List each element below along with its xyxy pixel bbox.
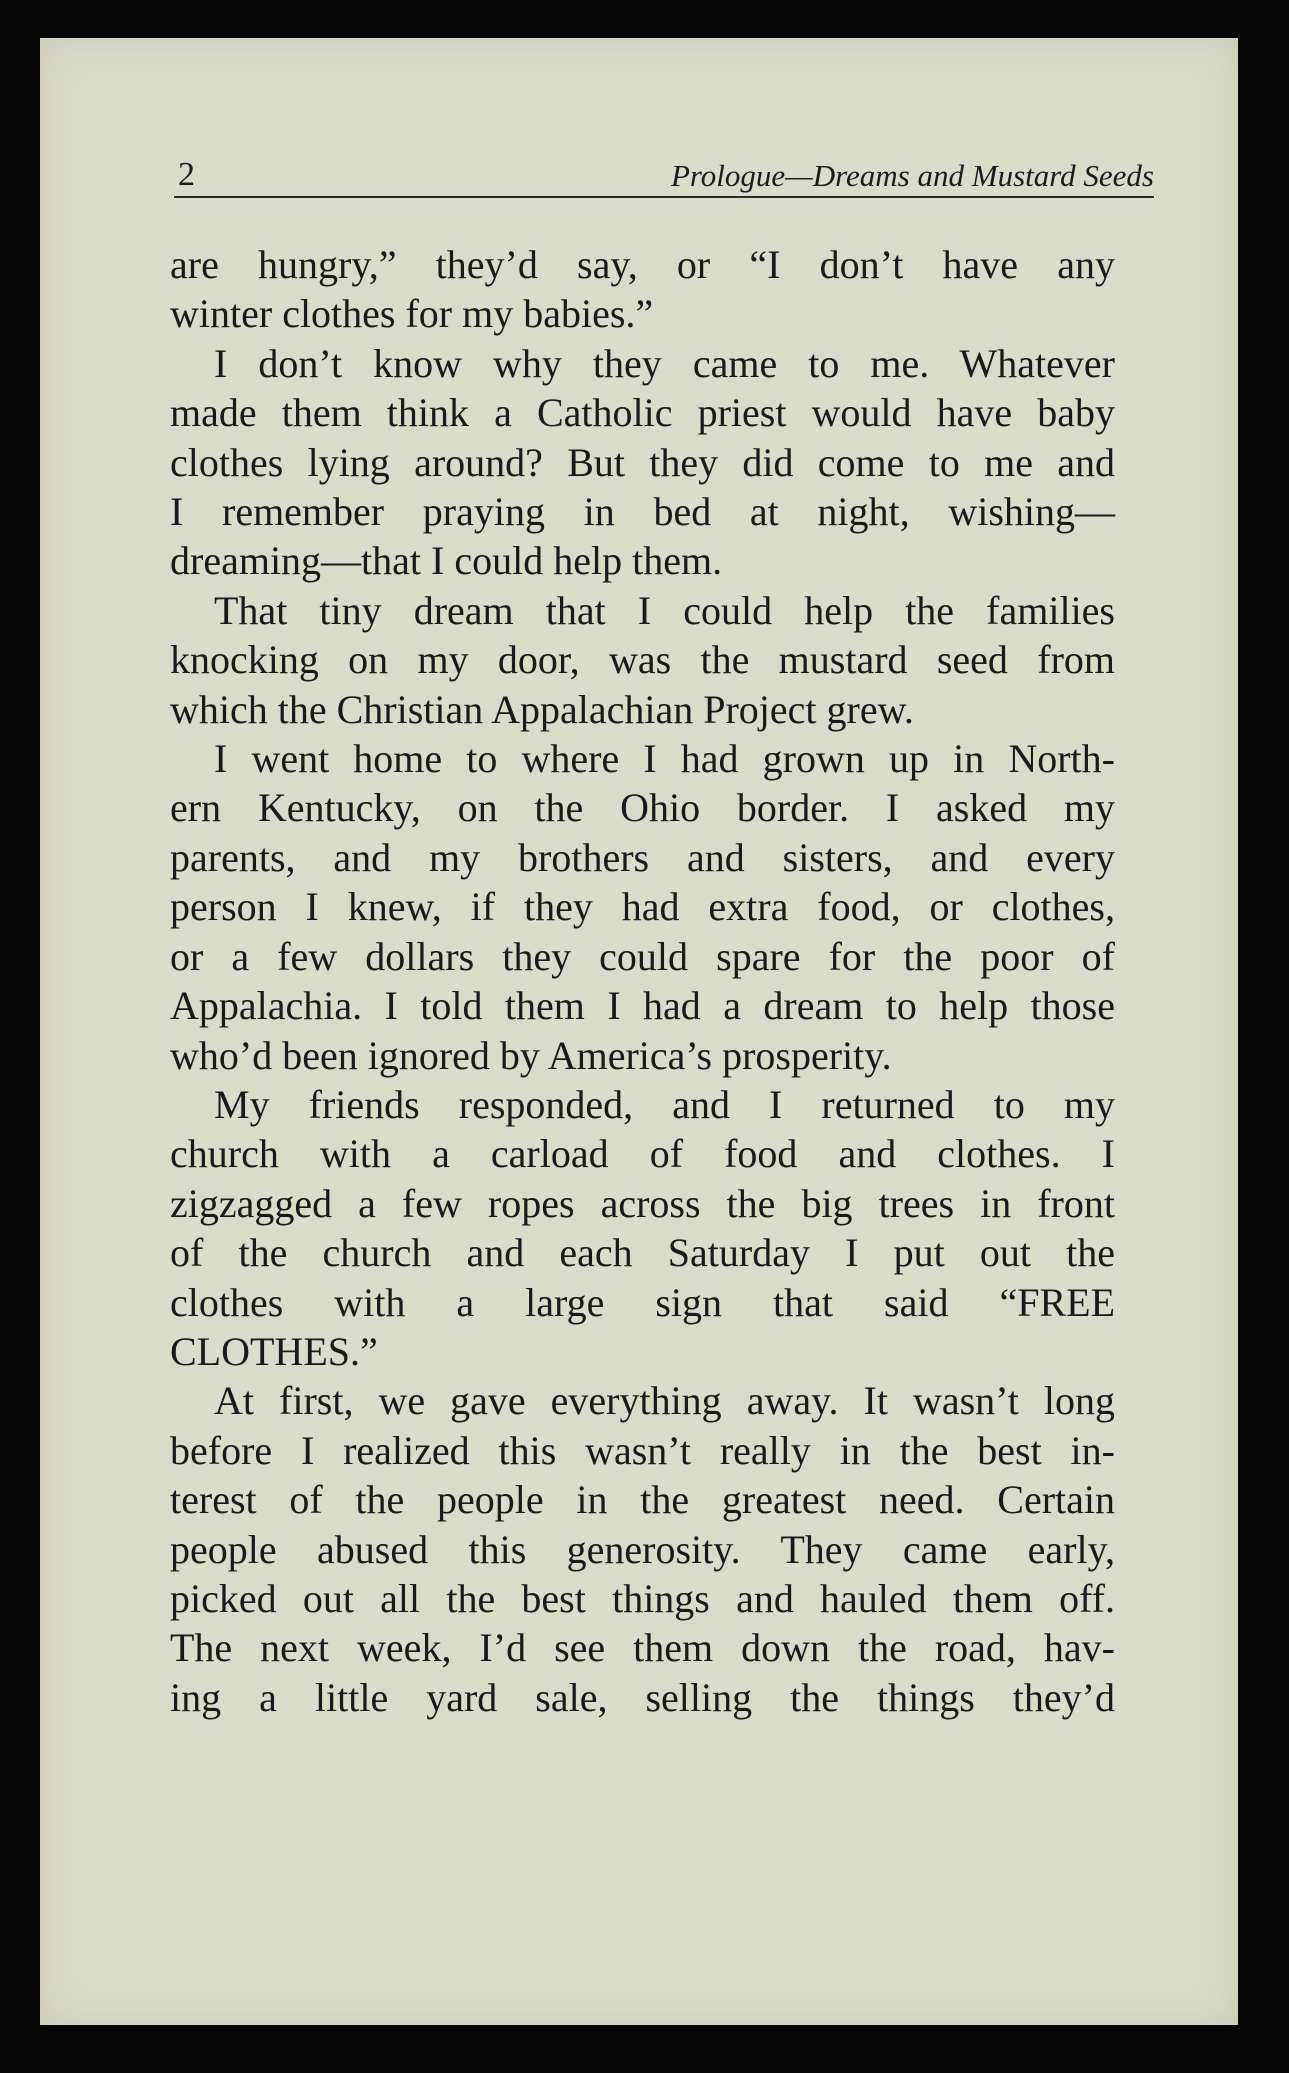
text-line: I don’t know why they came to me. Whatever xyxy=(214,340,1115,386)
text-line: clothes with a large sign that said “FREE xyxy=(170,1279,1115,1325)
text-line: clothes lying around? But they did come to me and xyxy=(170,439,1115,485)
text-line: which the Christian Appalachian Project grew. xyxy=(170,686,914,732)
text-line: My friends responded, and I returned to my xyxy=(214,1081,1115,1127)
text-line: That tiny dream that I could help the families xyxy=(214,587,1115,633)
text-line: people abused this generosity. They came early, xyxy=(170,1526,1115,1572)
text-line: Appalachia. I told them I had a dream to help those xyxy=(170,983,1115,1029)
text-line: zigzagged a few ropes across the big trees in front xyxy=(170,1180,1115,1226)
text-line: or a few dollars they could spare for the poor of xyxy=(170,933,1115,979)
text-line: of the church and each Saturday I put out the xyxy=(170,1230,1115,1276)
text-line: dreaming—that I could help them. xyxy=(170,538,723,584)
text-line: church with a carload of food and clothes. I xyxy=(170,1131,1115,1177)
text-line: who’d been ignored by America’s prosperity. xyxy=(170,1032,892,1078)
text-line: knocking on my door, was the mustard seed from xyxy=(170,637,1115,683)
text-line: I went home to where I had grown up in North- xyxy=(214,736,1115,782)
text-line: parents, and my brothers and sisters, and every xyxy=(170,834,1115,880)
text-line: I remember praying in bed at night, wishing— xyxy=(170,489,1115,535)
text-line: winter clothes for my babies.” xyxy=(170,291,654,337)
text-line: picked out all the best things and hauled them off. xyxy=(170,1575,1115,1621)
text-line: CLOTHES.” xyxy=(170,1328,378,1374)
text-line: ern Kentucky, on the Ohio border. I asked my xyxy=(170,785,1115,831)
text-line: made them think a Catholic priest would have baby xyxy=(170,390,1115,436)
text-line: person I knew, if they had extra food, or clothes, xyxy=(170,884,1115,930)
text-line: ing a little yard sale, selling the things they’d xyxy=(170,1674,1115,1720)
body-text xyxy=(170,240,1115,1722)
text-line: terest of the people in the greatest need. Certain xyxy=(170,1477,1115,1523)
text-line: At first, we gave everything away. It wasn’t long xyxy=(214,1378,1115,1424)
text-line: The next week, I’d see them down the road, hav- xyxy=(170,1625,1115,1671)
text-line: before I realized this wasn’t really in the best in- xyxy=(170,1427,1115,1473)
chapter-title: Prologue—Dreams and Mustard Seeds xyxy=(670,158,1154,193)
text-line: are hungry,” they’d say, or “I don’t have any xyxy=(170,242,1115,287)
running-head xyxy=(174,150,1154,198)
page-number: 2 xyxy=(178,156,195,193)
